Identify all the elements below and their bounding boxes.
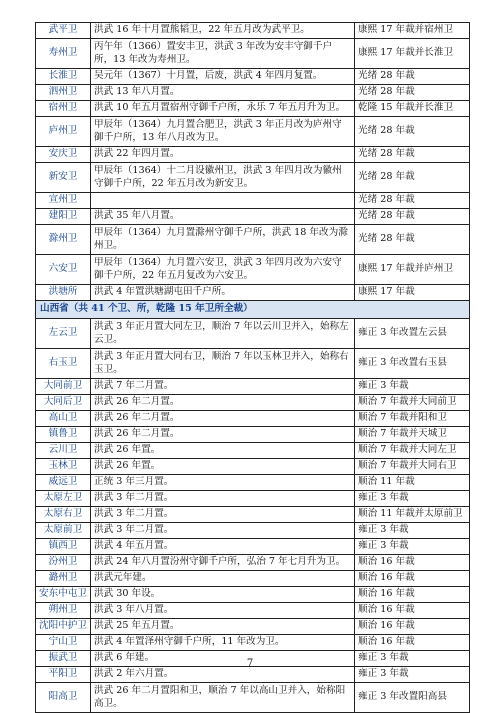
abolition-cell: 光绪 28 年裁 [355, 209, 470, 225]
table-row [36, 587, 470, 603]
garrison-name-cell: 滁州卫 [36, 225, 91, 255]
abolition-cell: 雍正 3 年改置左云县 [355, 319, 470, 349]
establishment-cell: 洪武 4 年置泽州守御千户所，11 年改为卫。 [91, 635, 355, 651]
garrison-name-cell: 振武卫 [36, 651, 91, 667]
garrison-name-cell: 汾州卫 [36, 555, 91, 571]
abolition-cell: 雍正 3 年裁 [355, 379, 470, 395]
abolition-cell: 顺治 16 年裁 [355, 555, 470, 571]
garrison-name-cell: 镇西卫 [36, 539, 91, 555]
establishment-cell: 丙午年（1366）置安丰卫，洪武 3 年改为安丰守御千户所，13 年改为寿州卫。 [91, 39, 355, 69]
abolition-cell: 光绪 28 年裁 [355, 85, 470, 101]
garrison-name-cell: 阳高卫 [36, 683, 91, 713]
establishment-cell: 洪武 3 年二月置。 [91, 507, 355, 523]
abolition-cell: 康熙 17 年裁并庐州卫 [355, 255, 470, 285]
garrison-name-cell: 寿州卫 [36, 39, 91, 69]
table-row [36, 459, 470, 475]
abolition-cell: 顺治 7 年裁并阳和卫 [355, 411, 470, 427]
abolition-cell: 光绪 28 年裁 [355, 163, 470, 193]
abolition-cell: 光绪 28 年裁 [355, 117, 470, 147]
table-row [36, 85, 470, 101]
table-row [36, 255, 470, 285]
establishment-cell: 洪武 3 年二月置。 [91, 523, 355, 539]
garrison-name-cell: 左云卫 [36, 319, 91, 349]
garrison-name-cell: 大同后卫 [36, 395, 91, 411]
garrison-name-cell: 大同前卫 [36, 379, 91, 395]
garrison-name-cell: 镇鲁卫 [36, 427, 91, 443]
abolition-cell: 雍正 3 年改置阳高县 [355, 683, 470, 713]
establishment-cell: 洪武 26 年置。 [91, 459, 355, 475]
province-section-row [36, 301, 470, 319]
table-row [36, 571, 470, 587]
garrison-table [35, 22, 470, 713]
garrison-name-cell: 安东中屯卫 [36, 587, 91, 603]
table-row [36, 683, 470, 713]
table-row [36, 411, 470, 427]
abolition-cell: 光绪 28 年裁 [355, 69, 470, 85]
establishment-cell: 洪武 26 年二月置。 [91, 395, 355, 411]
establishment-cell: 洪武 3 年二月置。 [91, 491, 355, 507]
establishment-cell: 洪武元年建。 [91, 571, 355, 587]
table-row [36, 319, 470, 349]
table-row [36, 427, 470, 443]
abolition-cell: 光绪 28 年裁 [355, 147, 470, 163]
establishment-cell: 甲辰年（1364）十二月设徽州卫，洪武 3 年四月改为徽州守御千户所，22 年五月改为新安卫。 [91, 163, 355, 193]
abolition-cell: 康熙 17 年裁并长淮卫 [355, 39, 470, 69]
abolition-cell: 顺治 7 年裁并大同前卫 [355, 395, 470, 411]
garrison-name-cell: 右玉卫 [36, 349, 91, 379]
establishment-cell: 洪武 4 年五月置。 [91, 539, 355, 555]
establishment-cell: 洪武 3 年正月置大同右卫，顺治 7 年以玉林卫并入，始称右玉卫。 [91, 349, 355, 379]
table-row [36, 379, 470, 395]
establishment-cell: 洪武 26 年二月置。 [91, 427, 355, 443]
garrison-name-cell: 朔州卫 [36, 603, 91, 619]
garrison-name-cell: 安庆卫 [36, 147, 91, 163]
abolition-cell: 乾隆 15 年裁并长淮卫 [355, 101, 470, 117]
table-row [36, 523, 470, 539]
table-row [36, 491, 470, 507]
garrison-name-cell: 宿州卫 [36, 101, 91, 117]
garrison-name-cell: 太原右卫 [36, 507, 91, 523]
garrison-name-cell: 平阳卫 [36, 667, 91, 683]
abolition-cell: 顺治 16 年裁 [355, 619, 470, 635]
abolition-cell: 光绪 28 年裁 [355, 193, 470, 209]
garrison-name-cell: 洪塘所 [36, 285, 91, 301]
table-row [36, 209, 470, 225]
abolition-cell: 顺治 16 年裁 [355, 635, 470, 651]
table-row [36, 193, 470, 209]
table-row [36, 147, 470, 163]
abolition-cell: 康熙 17 年裁 [355, 285, 470, 301]
abolition-cell: 顺治 7 年裁并大同右卫 [355, 459, 470, 475]
abolition-cell: 雍正 3 年裁 [355, 491, 470, 507]
establishment-cell: 洪武 26 年二月置。 [91, 411, 355, 427]
establishment-cell: 洪武 3 年正月置大同左卫，顺治 7 年以云川卫并入，始称左云卫。 [91, 319, 355, 349]
garrison-name-cell: 沈阳中护卫 [36, 619, 91, 635]
table-row [36, 555, 470, 571]
abolition-cell: 顺治 11 年裁并太原前卫 [355, 507, 470, 523]
table-row [36, 23, 470, 39]
abolition-cell: 顺治 16 年裁 [355, 587, 470, 603]
abolition-cell: 顺治 7 年裁并天城卫 [355, 427, 470, 443]
establishment-cell: 洪武 24 年八月置汾州守御千户所，弘治 7 年七月升为卫。 [91, 555, 355, 571]
garrison-name-cell: 泗州卫 [36, 85, 91, 101]
abolition-cell: 雍正 3 年裁 [355, 523, 470, 539]
establishment-cell: 甲辰年（1364）九月置六安卫，洪武 3 年四月改为六安守御千户所，22 年五月复改为六安卫。 [91, 255, 355, 285]
page-number: 7 [246, 658, 254, 669]
table-row [36, 539, 470, 555]
province-section-header: 山西省（共 41 个卫、所，乾隆 15 年卫所全裁） [36, 301, 470, 319]
garrison-name-cell: 庐州卫 [36, 117, 91, 147]
garrison-name-cell: 太原前卫 [36, 523, 91, 539]
establishment-cell: 洪武 2 年六月置。 [91, 667, 355, 683]
establishment-cell: 洪武 16 年十月置熊韬卫，22 年五月改为武平卫。 [91, 23, 355, 39]
garrison-name-cell: 建阳卫 [36, 209, 91, 225]
garrison-name-cell: 长淮卫 [36, 69, 91, 85]
establishment-cell: 洪武 7 年二月置。 [91, 379, 355, 395]
abolition-cell: 雍正 3 年裁 [355, 651, 470, 667]
establishment-cell: 甲辰年（1364）九月置合肥卫，洪武 3 年正月改为庐州守御千户所，13 年八月改为卫。 [91, 117, 355, 147]
garrison-name-cell: 威远卫 [36, 475, 91, 491]
table-row [36, 507, 470, 523]
abolition-cell: 顺治 11 年裁 [355, 475, 470, 491]
garrison-name-cell: 新安卫 [36, 163, 91, 193]
table-row [36, 443, 470, 459]
table-row [36, 39, 470, 69]
garrison-name-cell: 六安卫 [36, 255, 91, 285]
abolition-cell: 康熙 17 年裁并宿州卫 [355, 23, 470, 39]
table-row [36, 285, 470, 301]
establishment-cell: 洪武 13 年八月置。 [91, 85, 355, 101]
establishment-cell [91, 193, 355, 209]
abolition-cell: 光绪 28 年裁 [355, 225, 470, 255]
establishment-cell: 正统 3 年三月置。 [91, 475, 355, 491]
table-row [36, 635, 470, 651]
garrison-name-cell: 武平卫 [36, 23, 91, 39]
establishment-cell: 洪武 4 年置洪塘湖屯田千户所。 [91, 285, 355, 301]
garrison-table-body [36, 23, 470, 713]
establishment-cell: 洪武 26 年置。 [91, 443, 355, 459]
establishment-cell: 洪武 25 年五月置。 [91, 619, 355, 635]
abolition-cell: 雍正 3 年裁 [355, 539, 470, 555]
table-row [36, 101, 470, 117]
establishment-cell: 洪武 10 年五月置宿州守御千户所，永乐 7 年五月升为卫。 [91, 101, 355, 117]
table-row [36, 603, 470, 619]
establishment-cell: 洪武 26 年二月置阳和卫，顺治 7 年以高山卫并入，始称阳高卫。 [91, 683, 355, 713]
abolition-cell: 顺治 16 年裁 [355, 603, 470, 619]
garrison-name-cell: 宁山卫 [36, 635, 91, 651]
table-row [36, 475, 470, 491]
garrison-name-cell: 潞州卫 [36, 571, 91, 587]
establishment-cell: 甲辰年（1364）九月置滁州守御千户所，洪武 18 年改为滁州卫。 [91, 225, 355, 255]
abolition-cell: 雍正 3 年裁 [355, 667, 470, 683]
table-row [36, 225, 470, 255]
table-row [36, 349, 470, 379]
abolition-cell: 顺治 16 年裁 [355, 571, 470, 587]
garrison-name-cell: 云川卫 [36, 443, 91, 459]
establishment-cell: 洪武 30 年设。 [91, 587, 355, 603]
garrison-name-cell: 高山卫 [36, 411, 91, 427]
establishment-cell: 洪武 6 年建。 [91, 651, 355, 667]
table-row [36, 117, 470, 147]
table-row [36, 619, 470, 635]
table-row [36, 163, 470, 193]
garrison-name-cell: 玉林卫 [36, 459, 91, 475]
abolition-cell: 雍正 3 年改置右玉县 [355, 349, 470, 379]
table-row [36, 395, 470, 411]
garrison-name-cell: 太原左卫 [36, 491, 91, 507]
establishment-cell: 洪武 35 年八月置。 [91, 209, 355, 225]
establishment-cell: 洪武 3 年八月置。 [91, 603, 355, 619]
abolition-cell: 顺治 7 年裁并大同左卫 [355, 443, 470, 459]
establishment-cell: 洪武 22 年四月置。 [91, 147, 355, 163]
establishment-cell: 吴元年（1367）十月置，后废，洪武 4 年四月复置。 [91, 69, 355, 85]
garrison-name-cell: 宣州卫 [36, 193, 91, 209]
table-row [36, 69, 470, 85]
